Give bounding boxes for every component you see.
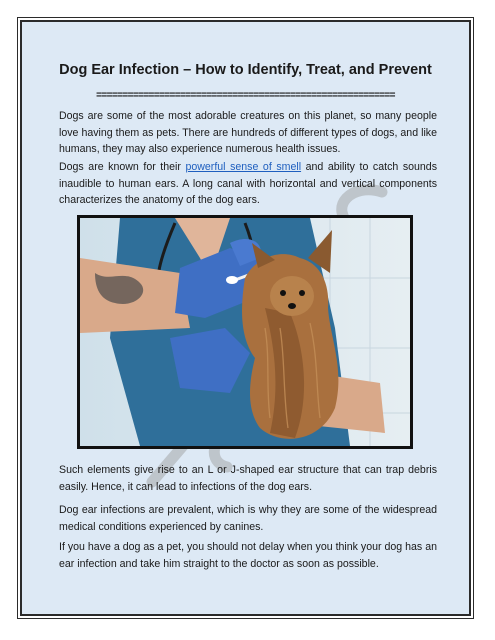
vet-examining-dog-photo [77, 215, 413, 449]
document-page [20, 20, 471, 616]
paragraph-senses [59, 159, 437, 209]
page-title: Dog Ear Infection – How to Identify, Treat, and Prevent [59, 62, 432, 78]
paragraph-senses-lead: Dogs are known for their [59, 161, 186, 173]
paragraph-ear-structure: Such elements give rise to an L or J-shaped ear structure that can trap debris easily. Hence, it can lead to infections of the dog ears. [59, 464, 437, 493]
paragraph-prevalence: Dog ear infections are prevalent, which is why they are some of the widespread medical conditions experienced by canines. [59, 504, 437, 533]
paragraph-intro: Dogs are some of the most adorable creatures on this planet, so many people love having them as pets. There are hundreds of different types of dogs, and like humans, they may also experience numerous health issues. [59, 110, 437, 155]
paragraph-advice: If you have a dog as a pet, you should not delay when you think your dog has an ear infection and take him straight to the doctor as soon as possible. [59, 541, 437, 570]
sense-of-smell-link[interactable]: powerful sense of smell [185, 161, 302, 173]
title-separator: ========================================================= [96, 90, 395, 101]
paragraph-senses-tail: and ability to catch sounds inaudible to human ears. A long canal with horizontal and vertical components characterizes the anatomy of the dog ears. [59, 161, 437, 206]
